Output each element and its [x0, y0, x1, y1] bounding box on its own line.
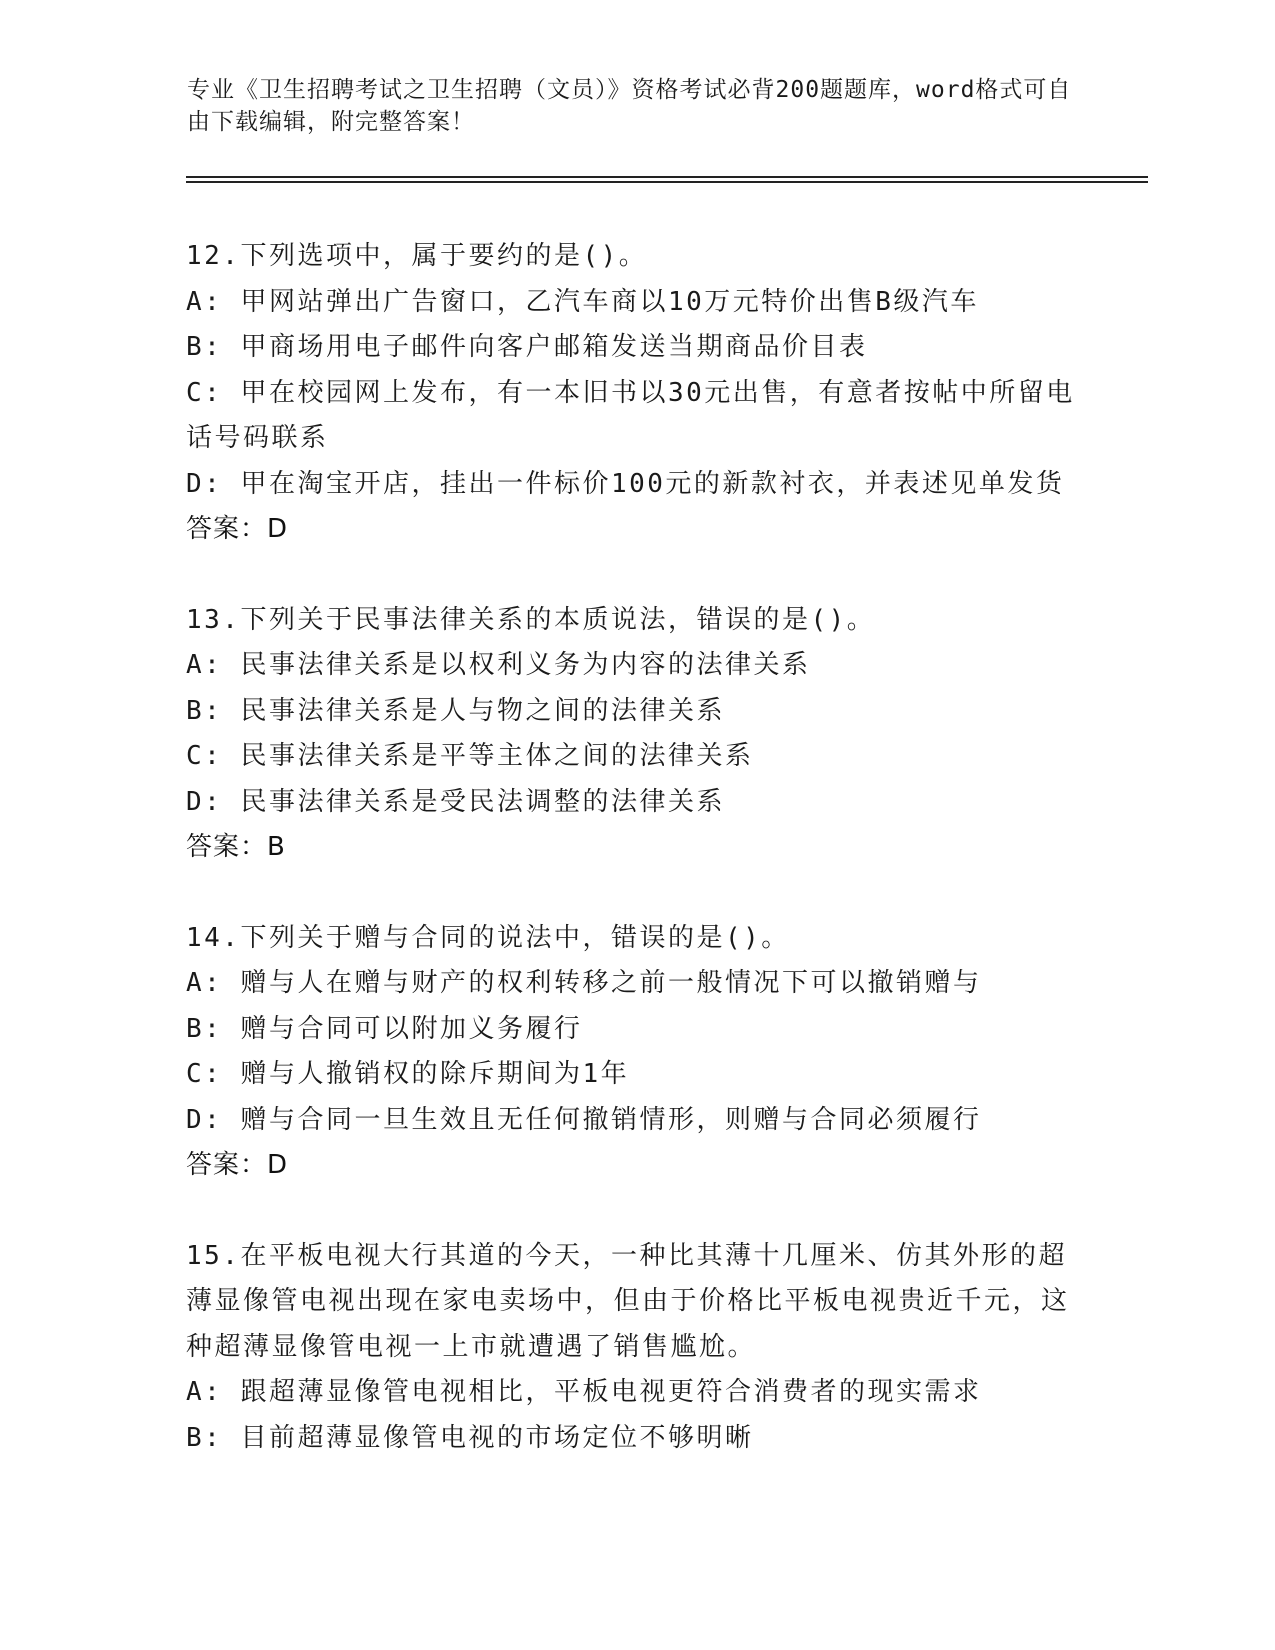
- option-a: A: 甲网站弹出广告窗口，乙汽车商以10万元特价出售B级汽车: [186, 286, 979, 317]
- answer-line: 答案：B: [186, 832, 286, 862]
- option-c: C: 民事法律关系是平等主体之间的法律关系: [186, 741, 754, 771]
- header-divider-top: [186, 176, 1148, 178]
- option-b: B: 甲商场用电子邮件向客户邮箱发送当期商品价目表: [186, 332, 868, 362]
- question-stem: 13.下列关于民事法律关系的本质说法，错误的是()。: [186, 604, 876, 635]
- header-divider-bottom: [186, 181, 1148, 183]
- option-a: A: 跟超薄显像管电视相比，平板电视更符合消费者的现实需求: [186, 1377, 982, 1407]
- question-12: [186, 234, 1086, 553]
- question-list: [186, 234, 1086, 1506]
- question-stem: 14.下列关于赠与合同的说法中，错误的是()。: [186, 922, 790, 953]
- option-a: A: 民事法律关系是以权利义务为内容的法律关系: [186, 650, 811, 680]
- option-c: C: 赠与人撤销权的除斥期间为1年: [186, 1059, 630, 1089]
- answer-line: 答案：D: [186, 514, 289, 544]
- question-13: [186, 598, 1086, 871]
- option-a: A: 赠与人在赠与财产的权利转移之前一般情况下可以撤销赠与: [186, 968, 982, 998]
- option-d: D: 赠与合同一旦生效且无任何撤销情形，则赠与合同必须履行: [186, 1104, 982, 1135]
- answer-line: 答案：D: [186, 1150, 289, 1180]
- question-15: [186, 1234, 1086, 1462]
- option-d: D: 甲在淘宝开店，挂出一件标价100元的新款衬衣，并表述见单发货: [186, 468, 1065, 499]
- question-stem: 15.在平板电视大行其道的今天，一种比其薄十几厘米、仿其外形的超薄显像管电视出现在家电卖场中，但由于价格比平板电视贵近千元，这种超薄显像管电视一上市就遭遇了销售尴尬。: [186, 1240, 1070, 1362]
- option-b: B: 目前超薄显像管电视的市场定位不够明晰: [186, 1422, 754, 1453]
- document-header: 专业《卫生招聘考试之卫生招聘（文员）》资格考试必背200题题库，word格式可自由下载编辑，附完整答案！: [187, 77, 1072, 135]
- option-c: C: 甲在校园网上发布，有一本旧书以30元出售，有意者按帖中所留电话号码联系: [186, 377, 1075, 453]
- question-14: [186, 916, 1086, 1189]
- question-stem: 12.下列选项中，属于要约的是()。: [186, 241, 648, 271]
- option-b: B: 民事法律关系是人与物之间的法律关系: [186, 695, 725, 726]
- option-d: D: 民事法律关系是受民法调整的法律关系: [186, 786, 725, 817]
- option-b: B: 赠与合同可以附加义务履行: [186, 1013, 583, 1044]
